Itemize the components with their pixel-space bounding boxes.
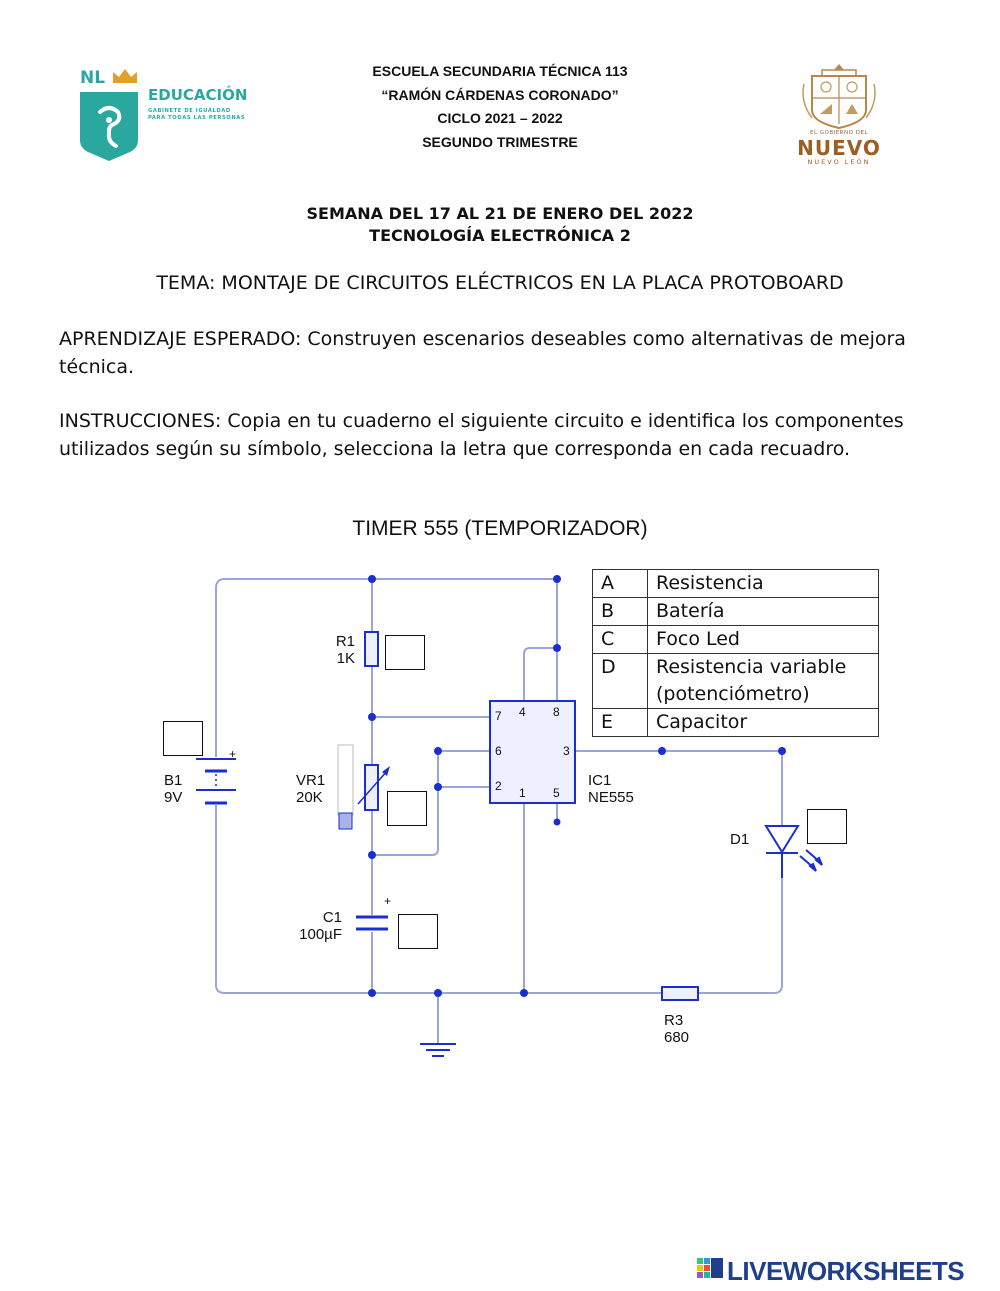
- options-table: [592, 569, 879, 737]
- r3-value: 680: [664, 1029, 690, 1046]
- liveworksheets-text: LIVEWORKSHEETS: [727, 1256, 965, 1286]
- option-key: B: [593, 598, 648, 626]
- ic-pin-2: 2: [495, 779, 502, 793]
- r1-label: [313, 633, 355, 667]
- ground-symbol: [420, 1044, 456, 1056]
- d1-label: D1: [730, 831, 750, 848]
- option-key: A: [593, 570, 648, 598]
- logo-line-3: NUEVO LEÓN: [807, 158, 871, 166]
- r1-name: R1: [335, 633, 355, 650]
- c1-polarity: +: [384, 894, 392, 908]
- answer-box-d1[interactable]: [807, 809, 847, 844]
- node: [368, 989, 376, 997]
- ic-pin-6: 6: [495, 744, 502, 758]
- week-dates: SEMANA DEL 17 AL 21 DE ENERO DEL 2022: [306, 204, 694, 223]
- logo-subtitle-2: PARA TODAS LAS PERSONAS: [148, 115, 246, 121]
- node: [368, 575, 376, 583]
- vr1-value: 20K: [296, 789, 323, 806]
- ic1-name: IC1: [588, 772, 612, 789]
- option-key: E: [593, 709, 648, 737]
- ic-pin-7: 7: [495, 709, 502, 723]
- subject: TECNOLOGÍA ELECTRÓNICA 2: [369, 226, 631, 245]
- logo-line-2: NUEVO: [797, 136, 881, 160]
- c1-symbol: [356, 917, 388, 929]
- node: [553, 644, 561, 652]
- option-label: Resistencia: [648, 570, 879, 598]
- liveworksheets-badge-icon: [697, 1258, 725, 1284]
- c1-value: 100µF: [299, 926, 342, 943]
- node: [434, 747, 442, 755]
- option-row: [593, 626, 879, 654]
- node: [434, 783, 442, 791]
- b1-polarity: +: [229, 747, 237, 761]
- expected-learning: APRENDIZAJE ESPERADO: Construyen escenarios deseables como alternativas de mejora técnica.: [59, 328, 906, 378]
- option-label: Capacitor: [648, 709, 879, 737]
- answer-box-r1[interactable]: [385, 635, 425, 670]
- b1-value: 9V: [164, 789, 183, 806]
- node: [554, 819, 561, 826]
- option-row: [593, 570, 879, 598]
- school-line-3: CICLO 2021 – 2022: [437, 110, 563, 126]
- option-row: [593, 654, 879, 709]
- logo-line-1: EL GOBIERNO DEL: [809, 130, 869, 136]
- r3-name: R3: [664, 1012, 684, 1029]
- option-row: [593, 598, 879, 626]
- ic-pin-3: 3: [563, 744, 570, 758]
- vr1-name: VR1: [296, 772, 326, 789]
- ic1-label: [588, 772, 634, 806]
- liveworksheets-logo: [697, 1254, 997, 1286]
- option-row: [593, 709, 879, 737]
- ic-pin-4: 4: [519, 705, 526, 719]
- node: [368, 713, 376, 721]
- node: [434, 989, 442, 997]
- ic-pin-8: 8: [553, 705, 560, 719]
- node: [778, 747, 786, 755]
- node: [368, 851, 376, 859]
- b1-name: B1: [164, 772, 183, 789]
- ic1-value: NE555: [588, 789, 634, 806]
- logo-title: EDUCACIÓN: [148, 86, 248, 104]
- r1-symbol: [365, 632, 378, 666]
- logo-brand: NL: [80, 68, 106, 88]
- circuit-title: TIMER 555 (TEMPORIZADOR): [352, 517, 648, 540]
- r3-label: [664, 1012, 689, 1046]
- ic-pin-5: 5: [553, 786, 560, 800]
- b1-symbol: [196, 759, 236, 803]
- instructions: INSTRUCCIONES: Copia en tu cuaderno el siguiente circuito e identifica los componentes utilizados según su símbolo, selecciona la letra que corresponda en cada recuadro.: [59, 410, 904, 460]
- option-label: Resistencia variable (potenciómetro): [648, 654, 879, 709]
- option-label: Foco Led: [648, 626, 879, 654]
- logo-subtitle-1: GABINETE DE IGUALDAD: [148, 108, 231, 114]
- option-key: D: [593, 654, 648, 709]
- option-key: C: [593, 626, 648, 654]
- node: [520, 989, 528, 997]
- r3-symbol: [662, 987, 698, 1000]
- answer-box-c1[interactable]: [398, 914, 438, 949]
- ic-pin-1: 1: [519, 786, 526, 800]
- answer-box-vr1[interactable]: [387, 791, 427, 826]
- vr1-symbol: [338, 745, 390, 829]
- b1-label: [164, 772, 182, 806]
- option-label: Batería: [648, 598, 879, 626]
- topic: TEMA: MONTAJE DE CIRCUITOS ELÉCTRICOS EN LA PLACA PROTOBOARD: [156, 272, 844, 294]
- vr1-label: [296, 772, 325, 806]
- r1-value: 1K: [336, 650, 355, 667]
- c1-name: C1: [322, 909, 342, 926]
- school-line-1: ESCUELA SECUNDARIA TÉCNICA 113: [372, 63, 628, 79]
- node: [658, 747, 666, 755]
- node: [553, 575, 561, 583]
- school-line-2: “RAMÓN CÁRDENAS CORONADO”: [381, 86, 619, 103]
- answer-box-b1[interactable]: [163, 721, 203, 756]
- school-line-4: SEGUNDO TRIMESTRE: [422, 133, 578, 150]
- c1-label: [280, 909, 342, 943]
